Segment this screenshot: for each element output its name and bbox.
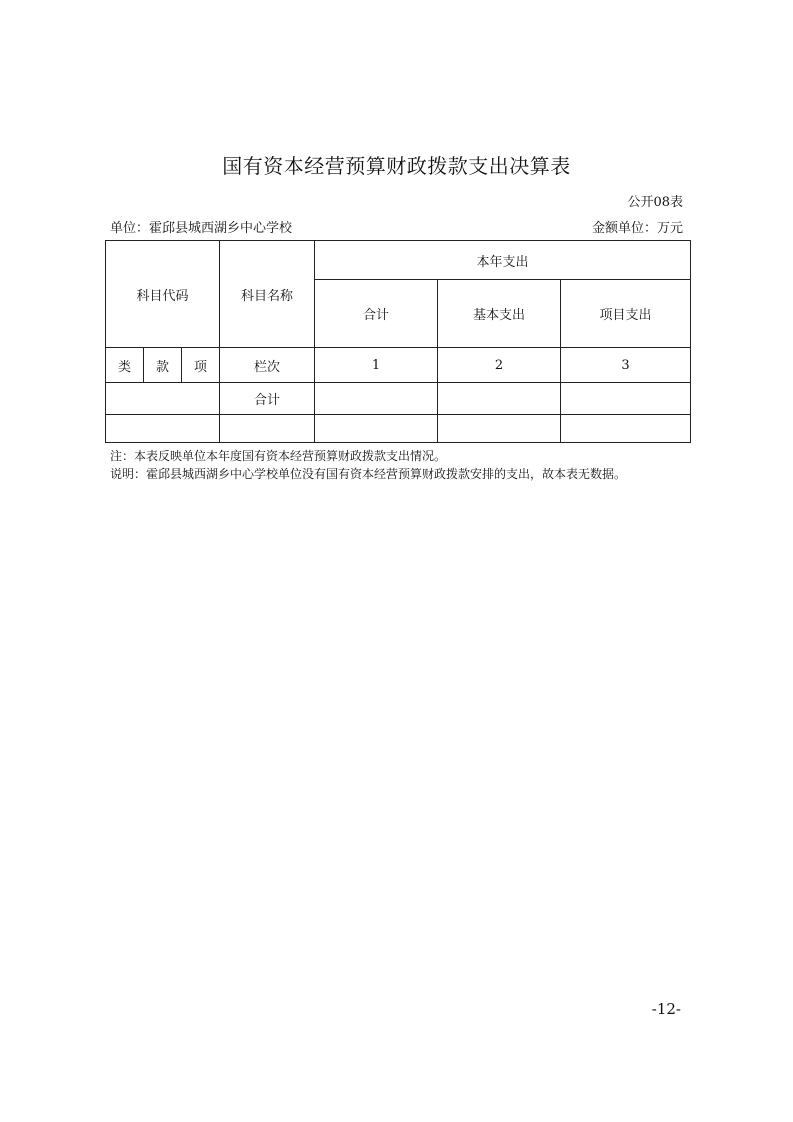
- header-column-order: 栏次: [220, 348, 315, 383]
- total-row-code-cell: [106, 383, 220, 415]
- table-code: 公开08表: [627, 195, 683, 210]
- column-number-2: 2: [438, 348, 561, 383]
- empty-row-code-cell: [106, 415, 220, 443]
- table-row: [106, 415, 691, 443]
- header-basic-expense: 基本支出: [438, 280, 561, 348]
- table-note: 注：本表反映单位本年度国有资本经营预算财政拨款支出情况。: [110, 449, 447, 463]
- expense-table: [105, 240, 691, 443]
- header-project-expense: 项目支出: [561, 280, 691, 348]
- column-number-1: 1: [315, 348, 438, 383]
- total-row-project-cell: [561, 383, 691, 415]
- table-row: [106, 383, 691, 415]
- header-current-year-expense: 本年支出: [315, 241, 691, 280]
- header-item: 项: [182, 348, 220, 383]
- document-title: 国有资本经营预算财政拨款支出决算表: [222, 154, 571, 178]
- header-subject-code: 科目代码: [106, 241, 220, 348]
- header-subject-name: 科目名称: [220, 241, 315, 348]
- table-explanation: 说明：霍邱县城西湖乡中心学校单位没有国有资本经营预算财政拨款安排的支出，故本表无数据。: [110, 467, 627, 481]
- total-row-label: 合计: [220, 383, 315, 415]
- empty-row-basic-cell: [438, 415, 561, 443]
- column-number-3: 3: [561, 348, 691, 383]
- empty-row-total-cell: [315, 415, 438, 443]
- empty-row-name-cell: [220, 415, 315, 443]
- total-row-basic-cell: [438, 383, 561, 415]
- unit-label: 单位：霍邱县城西湖乡中心学校: [110, 221, 293, 236]
- header-total: 合计: [315, 280, 438, 348]
- header-section: 款: [144, 348, 182, 383]
- currency-unit-label: 金额单位：万元: [591, 221, 683, 236]
- header-class: 类: [106, 348, 144, 383]
- total-row-total-cell: [315, 383, 438, 415]
- page-number: -12-: [651, 1000, 681, 1018]
- empty-row-project-cell: [561, 415, 691, 443]
